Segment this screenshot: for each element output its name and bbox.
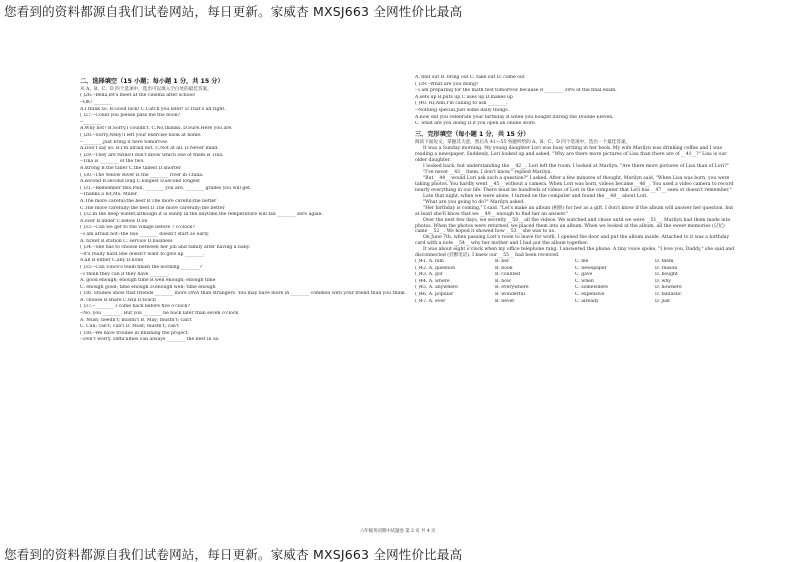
question-line: --Don't worry. Difficulties can always ________ the best in us.: [80, 337, 220, 343]
option-text: B. wonderful: [495, 292, 525, 298]
option-text: C. somewhere: [575, 285, 608, 291]
option-text: D. why: [655, 278, 671, 284]
option-text: D. fantastic: [655, 292, 682, 298]
option-row: [415, 259, 735, 266]
question-line: A. ticket B.station C. service D.business: [80, 238, 173, 244]
option-text: ( )43. A. got: [415, 272, 443, 278]
option-row: [415, 299, 735, 306]
option-text: D. nowhere: [655, 285, 682, 291]
question-line: A. choose B.share C.win D.touch: [80, 297, 156, 303]
option-text: C. already: [575, 298, 599, 304]
question-line: A. Must; needn't; mustn't B. May; mustn't; can't: [80, 317, 192, 323]
question-line: --It's really hard.She doesn't want to give up ________.: [80, 251, 205, 257]
right-column: [415, 75, 735, 305]
question-line: A.sets up B.puts up C.uses up D.makes up: [415, 94, 513, 100]
option-text: C. expensive: [575, 292, 605, 298]
question-line: ( )27.--Could you please pass me the book?: [80, 113, 180, 119]
passage-paragraph: "Her birthday is coming," I said. "Let's make an album (相册) for her as a gift. I don't know if the album will answer her question, but at least she'll know that we __49__ enough to find her an answer.": [415, 205, 734, 217]
option-row: [415, 266, 735, 273]
option-text: D. just: [655, 298, 671, 304]
option-row: [415, 272, 735, 279]
cloze-options: [415, 259, 735, 305]
option-text: ( )45. A. anywhere: [415, 285, 458, 291]
section-instructions: 阅读下面短文，掌握其大意，然后从 41—55 各题所给的 A、B、C、D 四个选项中，选出一个最佳答案。: [415, 139, 631, 145]
section-title-multiple-choice: 二、选择填空（15 小题；每小题 1 分，共 15 分）: [80, 78, 224, 85]
passage-paragraph: "I've never __43__ them. I don't know," replied Marilyn.: [423, 169, 552, 175]
question-line: ( )35.--Can Vince's team finish the working ________?: [80, 264, 202, 270]
question-line: --Nothing special.Just some daily things.: [415, 107, 510, 113]
question-line: A.Why not? B.Sorry,I couldn't. C.No,thanks. D.Sure.Here you are.: [80, 126, 233, 132]
passage-paragraph: Over the next few days, we secretly __50__ all the videos. We watched and chose until we were __51__. Marilyn had them made into photos. When the photos were returned, we placed them into an album. When we looked at the album, all the sweet memories (记忆) came __52__. We hoped it showed how __53__ she was to us.: [415, 217, 731, 235]
exam-page: [70, 75, 740, 545]
question-line: A.I think so. B.Good luck! C.Catch you later! D.That's all right.: [80, 106, 226, 112]
question-line: A.Don't say so. B.I'm afraid not. C.Not at all. D.Never mind.: [80, 146, 219, 152]
top-watermark-banner: 您看到的资料都源自我们试卷网站，每日更新。家威杏 MXSJ663 全网性价比最高: [4, 4, 463, 19]
question-line: --I am afraid not--the bus ________ doesn't start so early.: [80, 231, 210, 237]
question-line: ( )34.--She has to choose between her job and family after having a baby.: [80, 245, 251, 251]
passage-paragraph: "What are you going to do?" Marilyn asked.: [423, 199, 525, 205]
question-line: ( )37.--________ I come back before five o'clock?: [80, 304, 190, 310]
question-line: --I am preparing for the math test tomorrow because it ________ 30% of the final exam.: [415, 88, 617, 94]
option-text: D. bought: [655, 272, 678, 278]
question-line: --I think they can if they have ________.: [80, 271, 170, 277]
question-line: --________.Just bring it here tomorrow.: [80, 139, 168, 145]
question-line: ( )36. Studies show that friends ________ more DNA than strangers. You may have more in ________ common with your friend than you think.: [80, 291, 407, 297]
question-line: A.how did you celebrate your birthday B.when you bought during the Double Eleven.: [415, 114, 614, 120]
option-text: C. gave: [575, 272, 593, 278]
option-text: B. counted: [495, 272, 521, 278]
option-text: ( )42. A. question: [415, 265, 456, 271]
option-text: B. book: [495, 265, 513, 271]
question-line: ( )32.In the deep winter,although it is sunny in the daytime,the temperature will fall ________ zero again.: [80, 212, 323, 218]
section-instructions: 从 A、B、C、D 四个选项中，选出可以填入空白处的最佳答案。: [80, 86, 212, 92]
question-line: C. Can; can't; can't D. Must; mustn't; can't: [80, 324, 180, 330]
question-line: A. find out B. bring out C. take out D. come out: [415, 75, 525, 80]
option-text: B. her: [495, 259, 510, 265]
question-line: --OK! ________: [80, 100, 112, 106]
option-text: ( )44. A. where: [415, 278, 450, 284]
option-row: [415, 279, 735, 286]
question-line: ( )26.--Bella,let's meet at the cinema after school!: [80, 93, 196, 99]
question-line: --________: [80, 119, 102, 125]
bottom-watermark-banner: 您看到的资料都源自我们试卷网站，每日更新。家威杏 MXSJ663 全网性价比最高: [4, 547, 463, 562]
question-line: --Thanks a lot,Ms. Miller.: [80, 192, 138, 198]
question-line: A.second B.second long C.longest D.second longest: [80, 179, 200, 185]
option-text: C. newspaper: [575, 265, 607, 271]
option-text: B. everywhere: [495, 285, 529, 291]
option-text: D. reason: [655, 265, 678, 271]
option-text: ( )47. A. ever: [415, 298, 446, 304]
passage-paragraph: It was a Sunday morning. My young daughter Lori was busy writing in her book. My wife Marilyn was drinking coffee and I was reading a newspaper. Suddenly, Lori looked up and asked, "Why are there more pictures of Lisa than there are of __41__?" Lisa is our older daughter.: [415, 146, 727, 163]
question-line: ( )40. Hi,Ann,I'm calling to ask ________.: [415, 101, 508, 107]
question-line: A.all B.either C.any D.none: [80, 258, 144, 264]
question-line: A.strong B.the taller C.the tallest D.shorter: [80, 166, 181, 172]
question-line: A. good enough; enough time B.well enough; enough time: [80, 278, 216, 284]
option-text: ( )41. A. him: [415, 259, 444, 265]
option-text: B. how: [495, 278, 511, 284]
passage-paragraph: On June 7th, when passing Lori's room to leave for work, I opened the door and put the album inside. Attached to it was a birthday card with a note __54__ why her mother and I had put the album together.: [415, 235, 730, 247]
passage-paragraph: It was about eight o'clock when my office telephone rang. I answered the phone. A tiny voice spoke, "I love you, Daddy," she said and disconnected (挂断电话). I knew our __55__ had been received.: [415, 247, 735, 258]
question-list-continued: [415, 75, 735, 128]
option-text: C. when: [575, 278, 594, 284]
passage-paragraph: "But __44__ would Lori ask such a question?" I asked. After a few minutes of thought, Marilyn said, "When Lisa was born, you were taking photos. You hardly went __45__ without a camera. When Lori was born, videos became __46__. You used a video camera to record nearly everything in our life. There must be hundreds of videos of Lori in the computer that Lori has __47__ seen or doesn't remember.": [415, 176, 734, 193]
question-line: C. what are you doing D.if you open an online store.: [415, 121, 537, 127]
passage-paragraph: Late that night, when we were alone, I turned on the computer and found the __48__ about Lori.: [423, 193, 648, 199]
question-line: --Tina is ________ of the two.: [80, 159, 145, 165]
question-line: C. enough good; time enough D.enough well; time enough: [80, 284, 216, 290]
left-column: [80, 75, 410, 344]
option-text: ( )46. A. popular: [415, 292, 454, 298]
option-text: D. them: [655, 259, 674, 265]
option-text: B. never: [495, 298, 515, 304]
question-line: ( )33.--Can we get to the village before 7 o'clock?: [80, 225, 195, 231]
passage-paragraph: I looked back, but understanding the __42__. Lori left the room. I looked at Marilyn, "Are there more pictures of Lisa than of Lori?": [423, 163, 729, 169]
question-line: C.The more carefully;the best D.The more carefully;the better: [80, 205, 225, 211]
question-line: A.The more careful;the best B.The more careful;the better: [80, 198, 217, 204]
page-footer: 六年级英语期中试题卷 第 2 页 共 4 页: [360, 529, 436, 534]
section-title-cloze: 三、完形填空（每小题 1 分，共 15 分）: [415, 130, 530, 138]
option-row: [415, 292, 735, 299]
question-line: ( )38.--We have trouble in finishing the project.: [80, 330, 189, 336]
cloze-passage: [415, 146, 735, 258]
question-line: ( )29.--They are twins!I don't know which one of them is Tina.: [80, 152, 224, 158]
question-line: --No, you ________. But you ________ be back later than seven o'clock: [80, 311, 239, 317]
question-list: [80, 93, 410, 344]
option-row: [415, 285, 735, 292]
question-line: A.over B.under C.below D.on: [80, 218, 148, 224]
question-line: ( )39.--What are you doing?: [415, 81, 479, 87]
option-text: C. me: [575, 259, 589, 265]
question-line: ( )30.--The Yellow River is the ________ river in China.: [80, 172, 204, 178]
question-line: ( )28.--Sorry,Nelly!I left your exercise book at home.: [80, 133, 202, 139]
question-line: ( )31.--Remember this,Paul, ________ you are, ________ grades you will get.: [80, 185, 252, 191]
